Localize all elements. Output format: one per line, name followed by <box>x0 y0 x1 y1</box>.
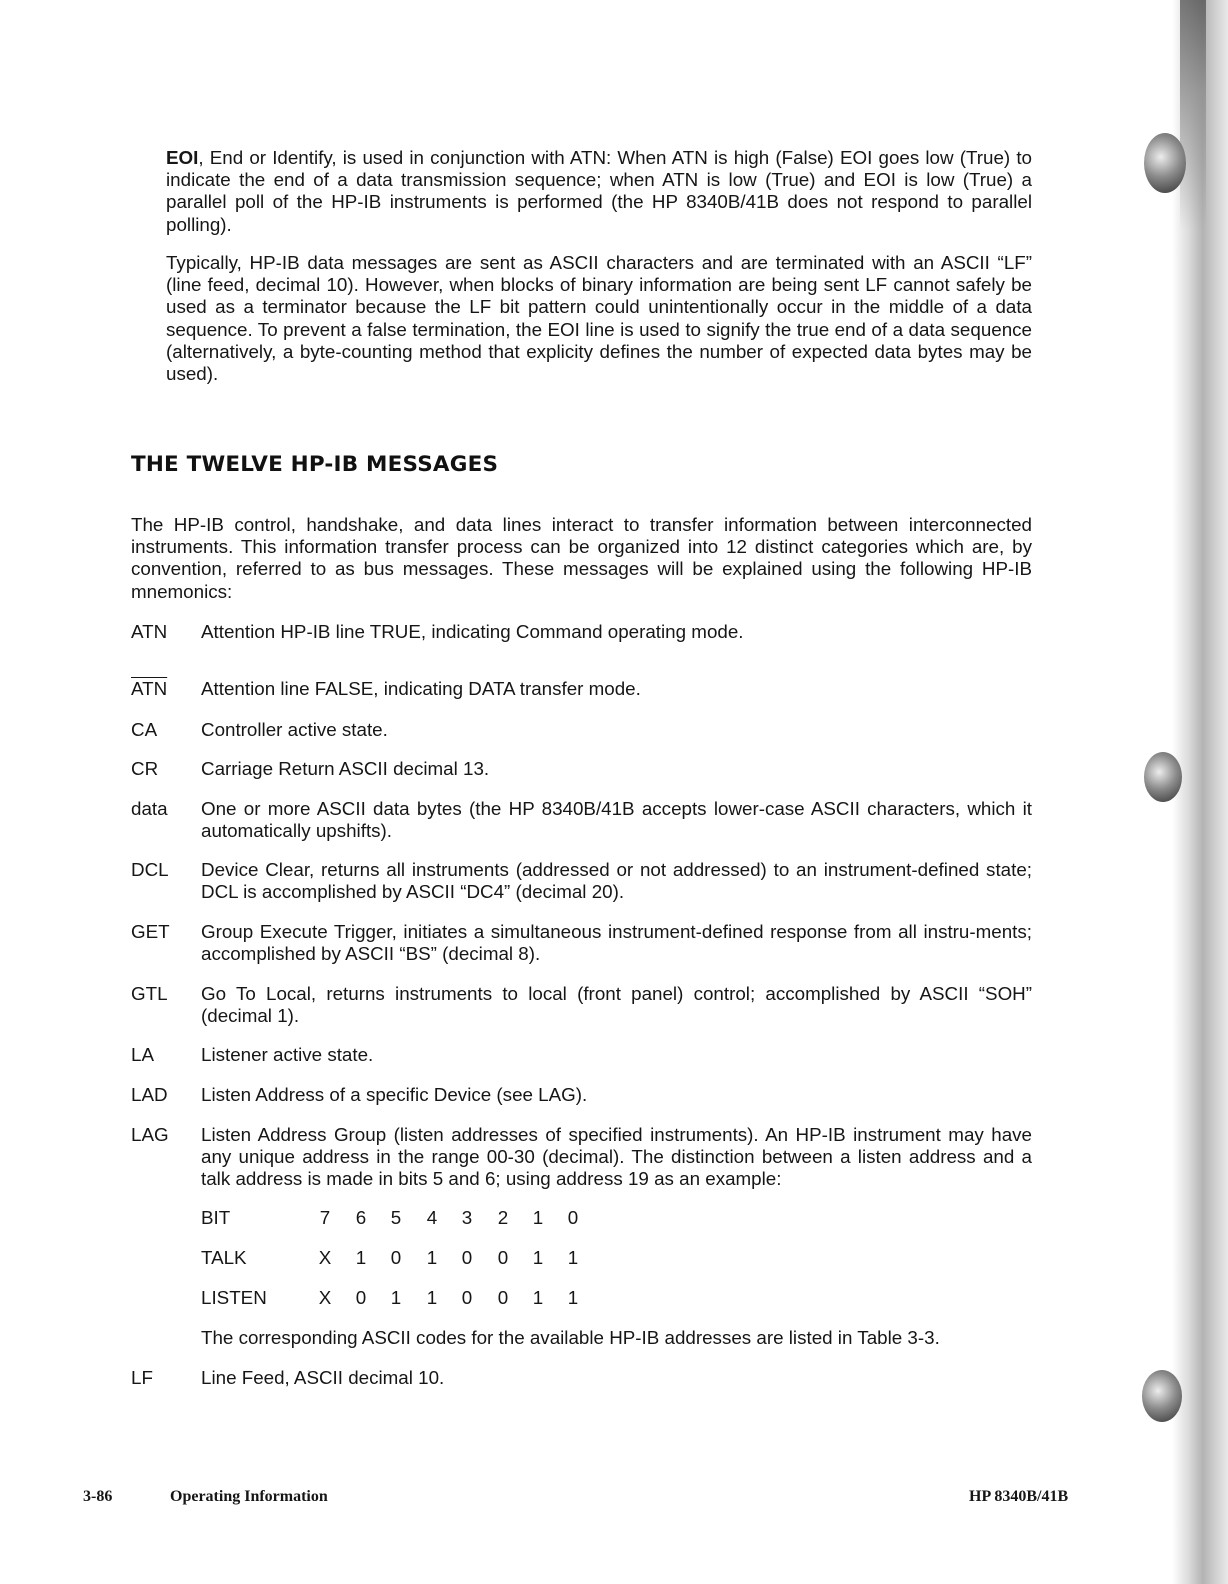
bit-table-cell: 1 <box>426 1287 438 1308</box>
bit-table-cell: 2 <box>497 1207 509 1228</box>
bit-table-cell: 1 <box>426 1247 438 1268</box>
bit-table-cell: 4 <box>426 1207 438 1228</box>
definition-text: Carriage Return ASCII decimal 13. <box>201 758 490 779</box>
definition-term: CA <box>131 719 158 740</box>
definition-term: CR <box>131 758 159 779</box>
definition-text: One or more ASCII data bytes (the HP 8340B/41B accepts lower-case ASCII characters, which it automatically upshifts). <box>201 798 1032 842</box>
definition-term: DCL <box>131 859 169 880</box>
definition-text: Device Clear, returns all instruments (addressed or not addressed) to an instrument-defined state; DCL is accomplished by ASCII “DC4” (decimal 20). <box>201 859 1032 903</box>
bit-table-cell: 0 <box>461 1247 473 1268</box>
footer-section-title: Operating Information <box>170 1488 328 1505</box>
bit-table-cell: 1 <box>532 1247 544 1268</box>
bit-table-cell: 7 <box>319 1207 331 1228</box>
bit-table-cell: 1 <box>532 1287 544 1308</box>
bit-table-cell: 6 <box>355 1207 367 1228</box>
definition-term: $\overline{ATN}$ <box>131 678 168 699</box>
definition-text: Line Feed, ASCII decimal 10. <box>201 1367 445 1388</box>
section-intro-paragraph: The HP-IB control, handshake, and data lines interact to transfer information between interconnected instruments. This information transfer process can be organized into 12 distinct categories which are, by convention, referred to as bus messages. These messages will be explained using the following HP-IB mnemonics: <box>131 514 1032 602</box>
eoi-paragraph <box>166 147 1032 236</box>
footer-page-number: 3-86 <box>83 1488 113 1505</box>
bit-table-row <box>201 1247 621 1271</box>
definition-term: data <box>131 798 168 819</box>
bit-table-cell: 1 <box>567 1247 579 1268</box>
bit-table-label: TALK <box>201 1247 247 1268</box>
binder-hole-icon <box>1144 752 1182 802</box>
bit-table-cell: X <box>318 1287 332 1308</box>
footer-model-name: HP 8340B/41B <box>969 1488 1069 1505</box>
bit-table-label: BIT <box>201 1207 231 1228</box>
definition-text: Go To Local, returns instruments to local (front panel) control; accomplished by ASCII “SOH” (decimal 1). <box>201 983 1032 1027</box>
definition-term: LAD <box>131 1084 168 1105</box>
bit-table-cell: 0 <box>390 1247 402 1268</box>
definition-term: LF <box>131 1367 153 1388</box>
definition-text: Group Execute Trigger, initiates a simultaneous instrument-defined response from all instru-ments; accomplished by ASCII “BS” (decimal 8). <box>201 921 1032 965</box>
bit-table-cell: 0 <box>497 1287 509 1308</box>
section-heading: THE TWELVE HP-IB MESSAGES <box>131 452 499 477</box>
bit-table-cell: 1 <box>390 1287 402 1308</box>
bit-table-cell: 0 <box>567 1207 579 1228</box>
bit-table-cell: 3 <box>461 1207 473 1228</box>
definition-term: GTL <box>131 983 168 1004</box>
bit-table-row <box>201 1207 621 1231</box>
bit-table-cell: 5 <box>390 1207 402 1228</box>
bit-table-note: The corresponding ASCII codes for the available HP-IB addresses are listed in Table 3-3. <box>201 1327 940 1348</box>
eoi-text: , End or Identify, is used in conjunction with ATN: When ATN is high (False) EOI goes low (True) to indicate the end of a data transmission sequence; when ATN is low (True) and EOI is low (True) a parallel poll of the HP-IB instruments is performed (the HP 8340B/41B does not respond to parallel polling). <box>166 147 1032 235</box>
bit-table-cell: 1 <box>567 1287 579 1308</box>
bit-table-cell: X <box>318 1247 332 1268</box>
typical-paragraph: Typically, HP-IB data messages are sent as ASCII characters and are terminated with an ASCII “LF” (line feed, decimal 10). However, when blocks of binary information are being sent LF cannot safely be used as a terminator because the LF bit pattern could unintentionally occur in the middle of a data sequence. To prevent a false termination, the EOI line is used to signify the true end of a data sequence (alternatively, a byte-counting method that explicity defines the number of expected data bytes may be used). <box>166 252 1032 385</box>
definition-text: Listener active state. <box>201 1044 374 1065</box>
definition-text: Attention HP-IB line TRUE, indicating Command operating mode. <box>201 621 744 642</box>
definition-term: LA <box>131 1044 154 1065</box>
bit-table-cell: 1 <box>355 1247 367 1268</box>
binder-hole-icon <box>1142 1370 1182 1422</box>
eoi-term: EOI <box>166 147 199 168</box>
bit-table-label: LISTEN <box>201 1287 267 1308</box>
binder-hole-icon <box>1144 133 1186 193</box>
bit-table-cell: 0 <box>355 1287 367 1308</box>
definition-term: ATN <box>131 621 168 642</box>
bit-table-cell: 0 <box>497 1247 509 1268</box>
definition-term: LAG <box>131 1124 169 1145</box>
definition-text: Listen Address of a specific Device (see LAG). <box>201 1084 588 1105</box>
definition-text: Controller active state. <box>201 719 388 740</box>
bit-table-cell: 1 <box>532 1207 544 1228</box>
scan-edge-shadow <box>1172 0 1228 1584</box>
bit-table-row <box>201 1287 621 1311</box>
definition-term: GET <box>131 921 170 942</box>
definition-text: Listen Address Group (listen addresses of specified instruments). An HP-IB instrument may have any unique address in the range 00-30 (decimal). The distinction between a listen address and a talk address is made in bits 5 and 6; using address 19 as an example: <box>201 1124 1032 1190</box>
definition-text: Attention line FALSE, indicating DATA transfer mode. <box>201 678 641 699</box>
bit-table-cell: 0 <box>461 1287 473 1308</box>
scan-edge-shadow-top <box>1180 0 1206 230</box>
